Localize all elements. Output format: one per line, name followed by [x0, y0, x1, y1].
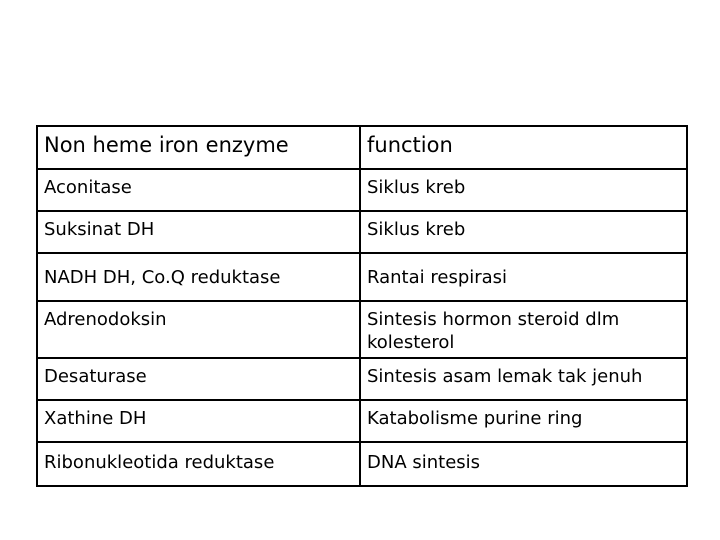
enzyme-cell: Xathine DH [37, 400, 360, 442]
enzyme-cell: Aconitase [37, 169, 360, 211]
enzyme-cell: Adrenodoksin [37, 301, 360, 358]
enzyme-cell: Desaturase [37, 358, 360, 400]
table-row [37, 358, 687, 400]
table-header-row [37, 126, 687, 169]
enzyme-cell: Suksinat DH [37, 211, 360, 253]
function-cell: Rantai respirasi [360, 253, 687, 301]
function-cell: Katabolisme purine ring [360, 400, 687, 442]
table-row [37, 442, 687, 486]
header-enzyme: Non heme iron enzyme [37, 126, 360, 169]
enzyme-function-table [36, 125, 688, 487]
function-cell: Sintesis asam lemak tak jenuh [360, 358, 687, 400]
table-row [37, 169, 687, 211]
table-row [37, 400, 687, 442]
function-cell: DNA sintesis [360, 442, 687, 486]
function-cell: Siklus kreb [360, 211, 687, 253]
header-function: function [360, 126, 687, 169]
function-cell: Sintesis hormon steroid dlm kolesterol [360, 301, 687, 358]
enzyme-cell: NADH DH, Co.Q reduktase [37, 253, 360, 301]
table-row [37, 253, 687, 301]
table-row [37, 211, 687, 253]
function-cell: Siklus kreb [360, 169, 687, 211]
table-row [37, 301, 687, 358]
enzyme-cell: Ribonukleotida reduktase [37, 442, 360, 486]
